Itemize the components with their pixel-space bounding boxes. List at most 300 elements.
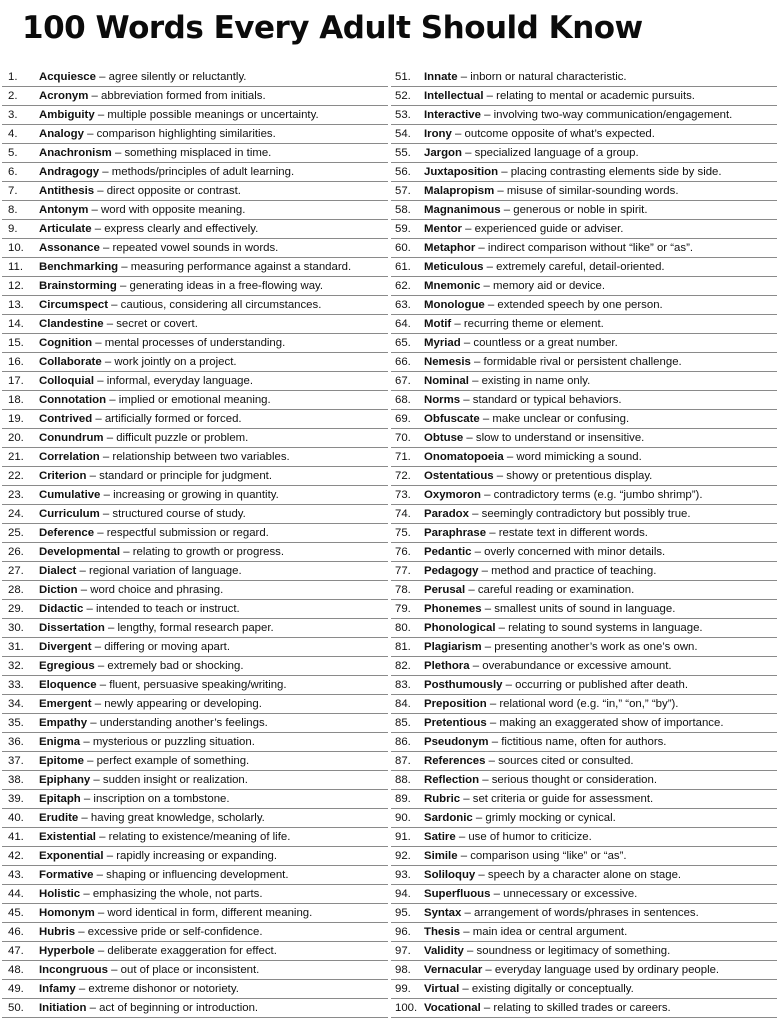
word-row: [2, 467, 388, 486]
word-definition: – experienced guide or adviser.: [461, 223, 624, 235]
word-row: [2, 562, 388, 581]
word-row: [2, 980, 388, 999]
word-definition: – soundness or legitimacy of something.: [463, 945, 671, 957]
word-number: 67.: [395, 375, 411, 387]
word-term: Didactic: [39, 603, 84, 615]
word-definition: – arrangement of words/phrases in sentences.: [461, 907, 699, 919]
word-entry: [424, 429, 777, 447]
word-entry: [39, 543, 388, 561]
word-term: Interactive: [424, 109, 481, 121]
word-term: Exponential: [39, 850, 104, 862]
word-number: 42.: [8, 850, 24, 862]
word-row: [2, 771, 388, 790]
word-entry: [424, 581, 777, 599]
word-definition: – restate text in different words.: [486, 527, 648, 539]
word-row: [2, 182, 388, 201]
word-entry: [39, 847, 388, 865]
word-term: Dialect: [39, 565, 77, 577]
word-number: 62.: [395, 280, 411, 292]
word-number: 44.: [8, 888, 24, 900]
word-entry: [39, 372, 388, 390]
word-entry: [424, 182, 777, 200]
word-definition: – direct opposite or contrast.: [94, 185, 241, 197]
word-term: Meticulous: [424, 261, 484, 273]
word-entry: [424, 334, 777, 352]
word-term: Norms: [424, 394, 461, 406]
word-entry: [39, 828, 388, 846]
word-number: 76.: [395, 546, 411, 558]
word-row: [391, 125, 777, 144]
word-row: [2, 581, 388, 600]
word-definition: – extreme dishonor or notoriety.: [75, 983, 239, 995]
word-number: 98.: [395, 964, 411, 976]
word-number: 33.: [8, 679, 24, 691]
word-term: Posthumously: [424, 679, 503, 691]
word-term: Jargon: [424, 147, 462, 159]
word-list-left: [2, 68, 388, 1018]
word-row: [2, 144, 388, 163]
word-number: 81.: [395, 641, 411, 653]
word-row: [391, 106, 777, 125]
word-number: 54.: [395, 128, 411, 140]
word-definition: – careful reading or examination.: [465, 584, 635, 596]
word-term: Motif: [424, 318, 452, 330]
word-number: 15.: [8, 337, 24, 349]
word-definition: – inborn or natural characteristic.: [457, 71, 627, 83]
word-row: [2, 372, 388, 391]
word-term: Andragogy: [39, 166, 100, 178]
word-term: Soliloquy: [424, 869, 476, 881]
word-row: [2, 695, 388, 714]
word-entry: [424, 600, 777, 618]
word-term: Acquiesce: [39, 71, 96, 83]
word-row: [391, 809, 777, 828]
word-row: [2, 220, 388, 239]
word-definition: – make unclear or confusing.: [479, 413, 630, 425]
word-term: Eloquence: [39, 679, 97, 691]
word-number: 17.: [8, 375, 24, 387]
word-term: Perusal: [424, 584, 466, 596]
word-entry: [424, 657, 777, 675]
word-number: 66.: [395, 356, 411, 368]
word-number: 53.: [395, 109, 411, 121]
word-term: Myriad: [424, 337, 461, 349]
word-number: 34.: [8, 698, 24, 710]
word-definition: – seemingly contradictory but possibly true.: [468, 508, 691, 520]
word-term: Simile: [424, 850, 458, 862]
word-number: 10.: [8, 242, 24, 254]
word-number: 5.: [8, 147, 18, 159]
word-row: [2, 752, 388, 771]
word-number: 16.: [8, 356, 24, 368]
word-entry: [424, 543, 777, 561]
word-definition: – word identical in form, different meaning.: [94, 907, 313, 919]
word-row: [2, 904, 388, 923]
word-entry: [39, 733, 388, 751]
word-entry: [424, 752, 777, 770]
word-row: [391, 581, 777, 600]
word-term: Vernacular: [424, 964, 483, 976]
word-entry: [39, 904, 388, 922]
word-number: 79.: [395, 603, 411, 615]
word-entry: [424, 885, 777, 903]
word-entry: [39, 676, 388, 694]
word-definition: – speech by a character alone on stage.: [475, 869, 682, 881]
word-entry: [424, 714, 777, 732]
word-row: [391, 638, 777, 657]
word-number: 84.: [395, 698, 411, 710]
word-definition: – mental processes of understanding.: [92, 337, 286, 349]
word-number: 30.: [8, 622, 24, 634]
word-entry: [39, 562, 388, 580]
word-term: Acronym: [39, 90, 89, 102]
word-entry: [39, 980, 388, 998]
word-number: 64.: [395, 318, 411, 330]
word-term: Ambiguity: [39, 109, 95, 121]
word-number: 58.: [395, 204, 411, 216]
word-number: 74.: [395, 508, 411, 520]
word-entry: [424, 201, 777, 219]
word-definition: – outcome opposite of what’s expected.: [451, 128, 655, 140]
word-term: Infamy: [39, 983, 76, 995]
word-row: [391, 258, 777, 277]
word-number: 47.: [8, 945, 24, 957]
word-definition: – fluent, persuasive speaking/writing.: [96, 679, 287, 691]
word-entry: [424, 790, 777, 808]
word-term: Analogy: [39, 128, 84, 140]
word-entry: [424, 923, 777, 941]
word-number: 96.: [395, 926, 411, 938]
word-term: Antithesis: [39, 185, 95, 197]
word-definition: – misuse of similar-sounding words.: [494, 185, 679, 197]
word-entry: [424, 999, 777, 1017]
word-entry: [39, 391, 388, 409]
word-definition: – formidable rival or persistent challenge.: [470, 356, 682, 368]
word-number: 93.: [395, 869, 411, 881]
word-row: [391, 695, 777, 714]
word-term: Superfluous: [424, 888, 491, 900]
word-definition: – perfect example of something.: [83, 755, 250, 767]
word-number: 24.: [8, 508, 24, 520]
word-definition: – unnecessary or excessive.: [490, 888, 638, 900]
word-entry: [39, 429, 388, 447]
word-row: [2, 942, 388, 961]
word-entry: [424, 125, 777, 143]
word-definition: – abbreviation formed from initials.: [88, 90, 266, 102]
word-number: 55.: [395, 147, 411, 159]
word-entry: [39, 220, 388, 238]
word-number: 72.: [395, 470, 411, 482]
word-number: 14.: [8, 318, 24, 330]
word-row: [391, 220, 777, 239]
word-definition: – word mimicking a sound.: [503, 451, 642, 463]
word-definition: – recurring theme or element.: [451, 318, 604, 330]
word-definition: – countless or a great number.: [460, 337, 618, 349]
word-row: [2, 847, 388, 866]
word-row: [2, 505, 388, 524]
word-row: [2, 125, 388, 144]
word-number: 32.: [8, 660, 24, 672]
word-row: [391, 144, 777, 163]
word-row: [2, 828, 388, 847]
word-entry: [39, 277, 388, 295]
word-row: [391, 429, 777, 448]
word-number: 48.: [8, 964, 24, 976]
word-term: Obtuse: [424, 432, 464, 444]
word-definition: – methods/principles of adult learning.: [99, 166, 295, 178]
word-row: [2, 334, 388, 353]
word-number: 69.: [395, 413, 411, 425]
word-row: [2, 923, 388, 942]
word-entry: [39, 410, 388, 428]
word-term: Plethora: [424, 660, 470, 672]
word-number: 20.: [8, 432, 24, 444]
word-term: Correlation: [39, 451, 100, 463]
word-row: [2, 106, 388, 125]
word-number: 85.: [395, 717, 411, 729]
word-entry: [424, 942, 777, 960]
word-entry: [39, 467, 388, 485]
word-entry: [424, 296, 777, 314]
word-definition: – relating to existence/meaning of life.: [95, 831, 291, 843]
word-term: Conundrum: [39, 432, 104, 444]
word-entry: [39, 771, 388, 789]
word-term: Holistic: [39, 888, 81, 900]
word-definition: – method and practice of teaching.: [478, 565, 657, 577]
word-row: [391, 543, 777, 562]
word-definition: – comparison using “like” or “as”.: [457, 850, 627, 862]
word-term: Articulate: [39, 223, 92, 235]
word-number: 22.: [8, 470, 24, 482]
word-number: 65.: [395, 337, 411, 349]
word-number: 41.: [8, 831, 24, 843]
word-entry: [39, 942, 388, 960]
word-definition: – memory aid or device.: [480, 280, 606, 292]
word-entry: [39, 353, 388, 371]
word-number: 71.: [395, 451, 411, 463]
word-row: [2, 258, 388, 277]
word-number: 2.: [8, 90, 18, 102]
word-term: Colloquial: [39, 375, 95, 387]
word-number: 31.: [8, 641, 24, 653]
word-row: [2, 391, 388, 410]
word-number: 29.: [8, 603, 24, 615]
word-definition: – increasing or growing in quantity.: [100, 489, 279, 501]
word-row: [391, 847, 777, 866]
word-term: Criterion: [39, 470, 87, 482]
word-entry: [39, 315, 388, 333]
word-definition: – repeated vowel sounds in words.: [99, 242, 279, 254]
word-row: [391, 87, 777, 106]
word-row: [391, 942, 777, 961]
word-term: Innate: [424, 71, 458, 83]
word-entry: [39, 600, 388, 618]
word-definition: – cautious, considering all circumstances.: [108, 299, 322, 311]
word-entry: [39, 125, 388, 143]
word-number: 37.: [8, 755, 24, 767]
word-number: 87.: [395, 755, 411, 767]
word-number: 99.: [395, 983, 411, 995]
word-entry: [424, 733, 777, 751]
word-number: 39.: [8, 793, 24, 805]
word-term: Reflection: [424, 774, 480, 786]
word-row: [391, 752, 777, 771]
word-number: 88.: [395, 774, 411, 786]
word-row: [2, 999, 388, 1018]
word-number: 77.: [395, 565, 411, 577]
word-entry: [39, 239, 388, 257]
word-definition: – grimly mocking or cynical.: [472, 812, 616, 824]
word-row: [391, 980, 777, 999]
word-row: [391, 372, 777, 391]
word-entry: [424, 961, 777, 979]
word-number: 70.: [395, 432, 411, 444]
word-number: 57.: [395, 185, 411, 197]
word-entry: [424, 372, 777, 390]
word-number: 13.: [8, 299, 24, 311]
word-number: 51.: [395, 71, 411, 83]
word-row: [391, 68, 777, 87]
word-definition: – newly appearing or developing.: [91, 698, 262, 710]
word-entry: [424, 695, 777, 713]
word-definition: – set criteria or guide for assessment.: [460, 793, 654, 805]
word-row: [2, 543, 388, 562]
word-term: Emergent: [39, 698, 92, 710]
word-entry: [39, 581, 388, 599]
word-number: 26.: [8, 546, 24, 558]
word-definition: – structured course of study.: [99, 508, 246, 520]
word-number: 78.: [395, 584, 411, 596]
word-definition: – difficult puzzle or problem.: [103, 432, 249, 444]
word-row: [391, 201, 777, 220]
word-definition: – rapidly increasing or expanding.: [103, 850, 278, 862]
word-definition: – indirect comparison without “like” or “as”.: [475, 242, 694, 254]
word-number: 60.: [395, 242, 411, 254]
word-term: Enigma: [39, 736, 81, 748]
word-entry: [424, 448, 777, 466]
word-term: Obfuscate: [424, 413, 480, 425]
word-definition: – something misplaced in time.: [111, 147, 272, 159]
word-row: [391, 524, 777, 543]
word-definition: – informal, everyday language.: [94, 375, 253, 387]
word-term: Nemesis: [424, 356, 471, 368]
word-entry: [39, 296, 388, 314]
word-term: Sardonic: [424, 812, 473, 824]
word-number: 43.: [8, 869, 24, 881]
word-term: Intellectual: [424, 90, 484, 102]
word-entry: [39, 809, 388, 827]
word-row: [391, 239, 777, 258]
word-entry: [39, 790, 388, 808]
word-number: 25.: [8, 527, 24, 539]
word-entry: [424, 277, 777, 295]
word-term: Pseudonym: [424, 736, 489, 748]
word-entry: [39, 657, 388, 675]
word-term: Deference: [39, 527, 95, 539]
word-term: Malapropism: [424, 185, 495, 197]
word-entry: [39, 144, 388, 162]
word-definition: – extended speech by one person.: [484, 299, 663, 311]
word-row: [391, 923, 777, 942]
word-row: [2, 163, 388, 182]
word-entry: [39, 68, 388, 86]
word-number: 11.: [8, 261, 23, 273]
word-term: Contrived: [39, 413, 93, 425]
word-entry: [424, 904, 777, 922]
word-entry: [39, 334, 388, 352]
word-definition: – generating ideas in a free-flowing way.: [116, 280, 324, 292]
word-term: Brainstorming: [39, 280, 117, 292]
word-term: Epitaph: [39, 793, 81, 805]
word-row: [391, 657, 777, 676]
word-entry: [39, 638, 388, 656]
word-definition: – mysterious or puzzling situation.: [80, 736, 255, 748]
word-definition: – intended to teach or instruct.: [83, 603, 240, 615]
word-row: [391, 467, 777, 486]
word-definition: – existing digitally or conceptually.: [459, 983, 634, 995]
word-entry: [424, 771, 777, 789]
word-number: 97.: [395, 945, 411, 957]
word-entry: [424, 676, 777, 694]
word-row: [391, 714, 777, 733]
word-entry: [424, 315, 777, 333]
word-term: Ostentatious: [424, 470, 494, 482]
word-term: Anachronism: [39, 147, 112, 159]
word-number: 95.: [395, 907, 411, 919]
word-term: Metaphor: [424, 242, 476, 254]
word-definition: – emphasizing the whole, not parts.: [80, 888, 263, 900]
word-definition: – involving two-way communication/engagement.: [480, 109, 733, 121]
word-number: 90.: [395, 812, 411, 824]
word-row: [2, 676, 388, 695]
word-definition: – extremely bad or shocking.: [94, 660, 244, 672]
word-definition: – act of beginning or introduction.: [86, 1002, 259, 1014]
word-row: [391, 296, 777, 315]
word-number: 59.: [395, 223, 411, 235]
word-row: [2, 524, 388, 543]
word-row: [391, 277, 777, 296]
word-term: Phonemes: [424, 603, 482, 615]
word-entry: [39, 201, 388, 219]
word-term: Curriculum: [39, 508, 100, 520]
word-definition: – secret or covert.: [103, 318, 198, 330]
word-definition: – relating to sound systems in language.: [495, 622, 703, 634]
word-definition: – standard or typical behaviors.: [460, 394, 622, 406]
word-definition: – occurring or published after death.: [502, 679, 689, 691]
word-row: [2, 410, 388, 429]
word-number: 12.: [8, 280, 24, 292]
word-entry: [39, 714, 388, 732]
word-definition: – fictitious name, often for authors.: [488, 736, 667, 748]
word-term: Epiphany: [39, 774, 91, 786]
word-definition: – relationship between two variables.: [99, 451, 290, 463]
word-entry: [424, 505, 777, 523]
word-number: 21.: [8, 451, 24, 463]
word-definition: – understanding another’s feelings.: [87, 717, 268, 729]
word-row: [391, 904, 777, 923]
word-row: [391, 163, 777, 182]
word-row: [2, 657, 388, 676]
word-number: 68.: [395, 394, 411, 406]
word-entry: [424, 638, 777, 656]
word-entry: [424, 391, 777, 409]
word-number: 50.: [8, 1002, 24, 1014]
word-row: [391, 866, 777, 885]
word-definition: – showy or pretentious display.: [493, 470, 653, 482]
word-term: Hyperbole: [39, 945, 95, 957]
word-definition: – sudden insight or realization.: [90, 774, 248, 786]
word-number: 8.: [8, 204, 18, 216]
